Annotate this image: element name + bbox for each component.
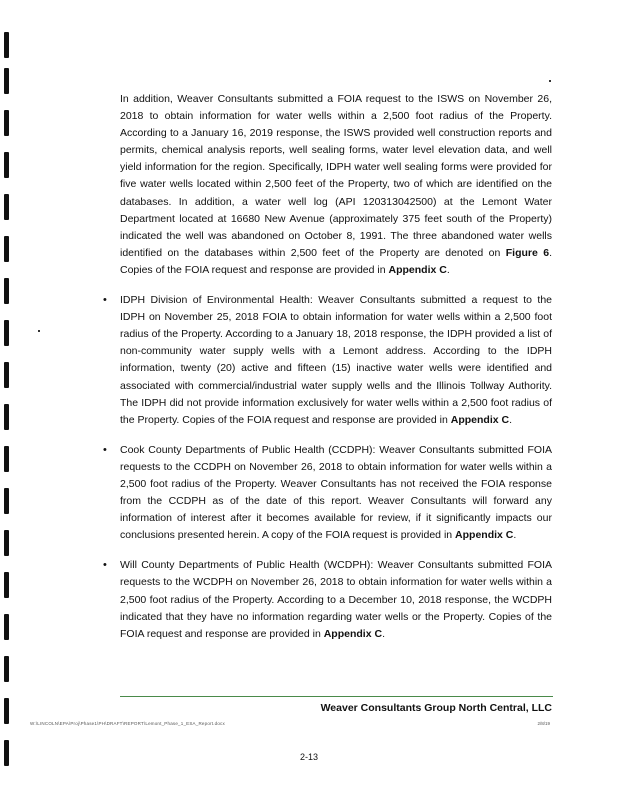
bullet-text: Cook County Departments of Public Health (CCDPH): Weaver Consultants submitted FOIA requests to the CCDPH on November 26, 2018 to obtain information for water wells within a 2,500 foot radius of the Property. Weaver Consultants has not received the FOIA response from the CCDPH as of the date of this report. Weaver Consultants will forward any information of interest after it becomes available for review, if it significantly impacts our conclusions presented herein. A copy of the FOIA request is provided in	[120, 443, 552, 542]
binder-hole	[4, 68, 9, 94]
intro-tail: . Copies of the FOIA request and response are provided in	[120, 246, 553, 276]
footer-file-path: W:\LINCOLN\EPA\Proj\Phase1\PH\DRAFT\REPORT\Lemont_Phase_1_ESA_Report.docx	[30, 721, 225, 726]
agency-bullet-list	[120, 292, 552, 643]
binder-hole-strip	[4, 24, 12, 794]
bullet-text: Will County Departments of Public Health (WCDPH): Weaver Consultants submitted FOIA requests to the WCDPH on November 26, 2018 to obtain information for water wells within a 2,500 foot radius of the Property. According to a December 10, 2018 response, the WCDPH indicated that they have no information regarding water wells or the Property. Copies of the FOIA request and response are provided in	[120, 559, 552, 640]
binder-hole	[4, 656, 9, 682]
appendix-reference: Appendix C	[323, 627, 383, 640]
intro-paragraph	[120, 91, 552, 279]
report-body	[120, 91, 552, 643]
footer-rule	[120, 696, 553, 697]
bullet-wcdph	[120, 557, 552, 642]
footer-date: 2/8/19	[537, 721, 550, 726]
bullet-end: .	[382, 627, 385, 640]
binder-hole	[4, 446, 9, 472]
binder-hole	[4, 320, 9, 346]
bullet-idph	[120, 292, 552, 429]
page-number: 2-13	[299, 752, 318, 762]
appendix-reference: Appendix C	[450, 413, 510, 426]
intro-text: In addition, Weaver Consultants submitted a FOIA request to the ISWS on November 26, 2018 to obtain information for water wells within a 2,500 foot radius of the Property. According to a January 16, 2019 response, the ISWS provided well construction reports and permits, chemical analysis reports, well sealing forms, water level elevation data, and well yield information for the region. Specifically, IDPH water well sealing forms were provided for five water wells located within 2,500 feet of the Property, two of which are identified on the databases. In addition, a water well log (API 120313042500) at the Lemont Water Department located at 16680 New Avenue (approximately 375 feet south of the Property) indicated the well was abandoned on October 8, 1991. The three abandoned water wells identified on the databases within 2,500 feet of the Property are denoted on	[120, 93, 552, 259]
binder-hole	[4, 362, 9, 388]
binder-hole	[4, 404, 9, 430]
binder-hole	[4, 488, 9, 514]
bullet-end: .	[509, 413, 513, 426]
binder-hole	[4, 698, 9, 724]
figure-reference: Figure 6	[505, 246, 550, 259]
binder-hole	[4, 194, 9, 220]
footer-firm-name: Weaver Consultants Group North Central, LLC	[320, 702, 552, 714]
binder-hole	[4, 530, 9, 556]
binder-hole	[4, 572, 9, 598]
binder-hole	[4, 236, 9, 262]
scan-speck	[38, 330, 40, 332]
bullet-ccdph	[120, 442, 552, 545]
bullet-text: IDPH Division of Environmental Health: Weaver Consultants submitted a request to the IDPH on November 25, 2018 FOIA to obtain information for water wells within a 2,500 foot radius of the Property. According to a January 18, 2018 response, the IDPH provided a list of non-community water supply wells with a Lemont address. According to the IDPH information, twenty (20) active and fifteen (15) inactive water wells were identified and associated with commercial/industrial water supply wells and the Illinois Tollway Authority. The IDPH did not provide information exclusively for water wells within a 2,500 foot radius of the Property. Copies of the FOIA request and response are provided in	[120, 294, 552, 426]
appendix-reference: Appendix C	[388, 263, 447, 276]
intro-end: .	[446, 263, 450, 276]
binder-hole	[4, 614, 9, 640]
bullet-end: .	[513, 529, 517, 542]
binder-hole	[4, 152, 9, 178]
appendix-reference: Appendix C	[455, 529, 514, 542]
binder-hole	[4, 32, 9, 58]
scan-speck	[549, 80, 551, 82]
binder-hole	[4, 278, 9, 304]
binder-hole	[4, 110, 9, 136]
